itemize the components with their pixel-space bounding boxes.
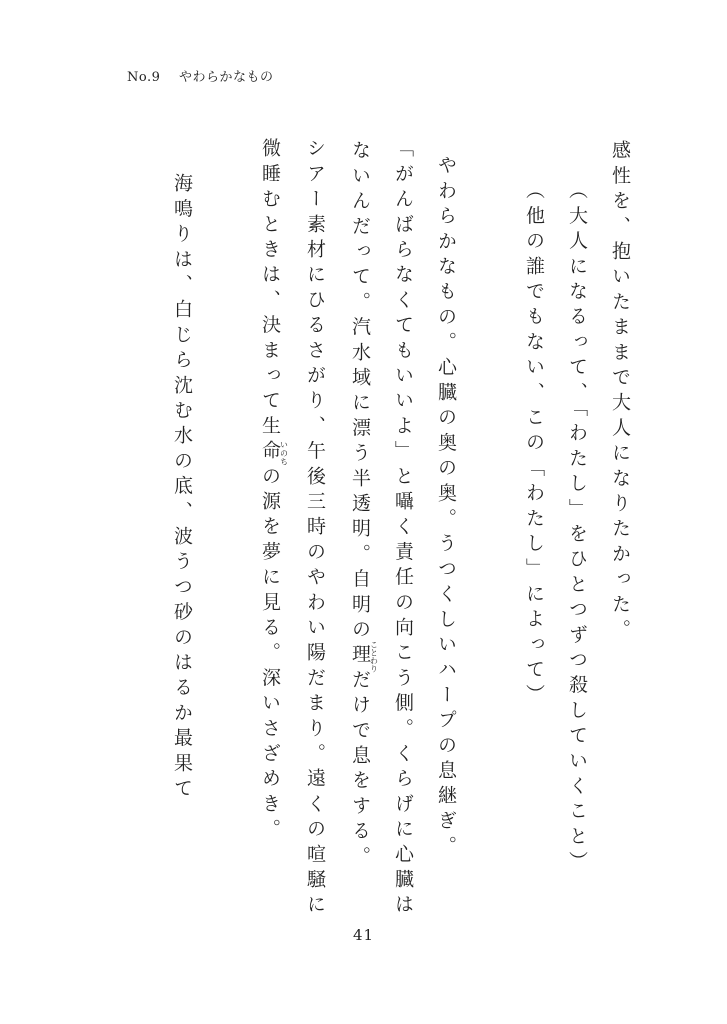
chapter-title: やわらかなもの <box>179 70 274 85</box>
ruby-kotowari-base: 理 <box>349 640 371 673</box>
text-column-6-post: だけで息をする。 <box>349 669 371 871</box>
text-column-7: シアー素材にひるさがり、午後三時のやわい陽だまり。遠くの喧騒に <box>304 138 326 920</box>
ruby-inochi <box>259 440 289 466</box>
text-column-1: 感性を、抱いたままで大人になりたかった。 <box>609 140 631 644</box>
text-column-8-pre: 微睡むときは、決まって生 <box>259 138 281 441</box>
text-column-5: 「がんばらなくてもいいよ」と囁く責任の向こう側。くらげに心臓は <box>392 138 414 920</box>
ruby-kotowari <box>349 640 379 673</box>
text-column-4: やわらかなもの。心臓の奥の奥。うつくしいハープの息継ぎ。 <box>435 155 457 861</box>
page-header <box>127 66 274 85</box>
text-column-8-post: の源を夢に見る。深いさざめき。 <box>259 465 281 844</box>
text-column-8 <box>260 138 288 844</box>
page-number: 41 <box>352 926 375 944</box>
ruby-kotowari-reading: ことわり <box>369 640 379 673</box>
text-column-6-pre: ないんだって。汽水域に漂う半透明。自明の <box>349 140 371 644</box>
chapter-number: No.9 <box>127 70 161 85</box>
text-column-9: 海鳴りは、白じら沈む水の底、波うつ砂のはるか最果て <box>171 173 193 803</box>
ruby-inochi-base: 命 <box>259 440 281 466</box>
ruby-inochi-reading: いのち <box>279 440 289 466</box>
text-column-3: （他の誰でもない、この「わたし」によって） <box>523 180 545 710</box>
text-column-2: （大人になるって、「わたし」をひとつずつ殺していくこと） <box>566 180 588 877</box>
text-column-6 <box>350 140 378 871</box>
